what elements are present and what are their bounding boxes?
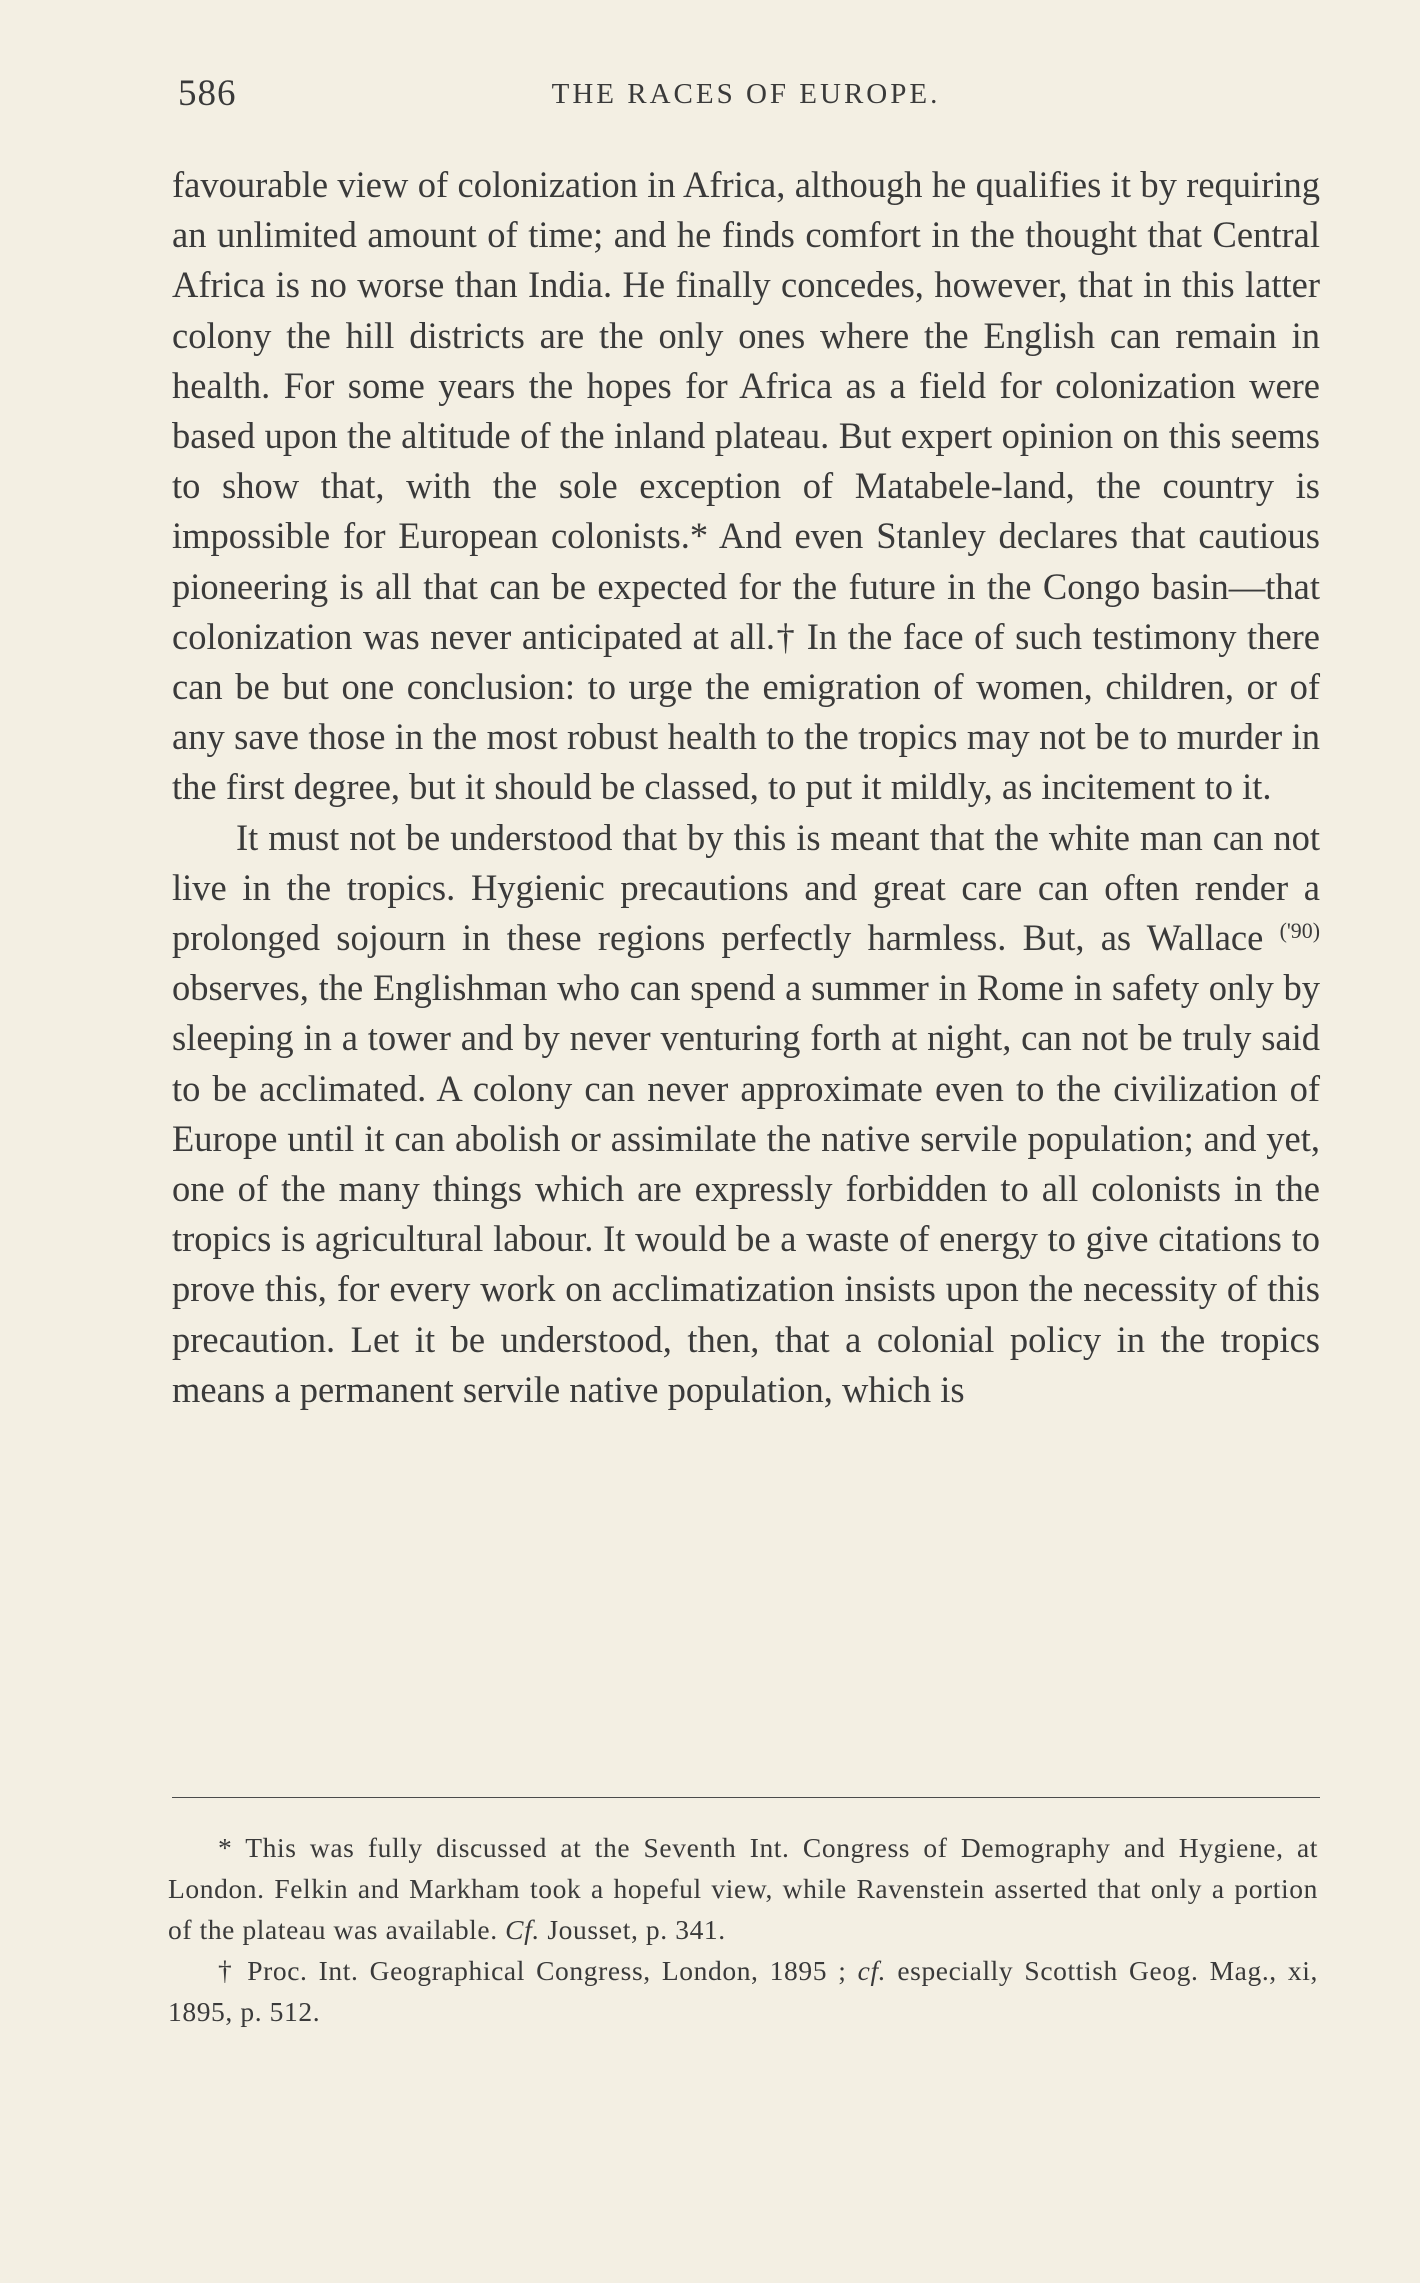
footnote-1-cf: Cf. (505, 1914, 540, 1945)
paragraph-2-ending: observes, the Englishman who can spend a summer in Rome in safety only by sleeping in a tower and by never venturing forth at night, can not be truly said to be acclimated. A colony can never approximate even to the civilization of Europe until it can abolish or assimilate the native servile population; and yet, one of the many things which are expressly forbidden to all colonists in the tropics is agricultural labour. It would be a waste of energy to give citations to prove this, for every work on acclimatization insists upon the necessity of this precaution. Let it be understood, then, that a colonial policy in the tropics means a permanent servile native population, which is (172, 967, 1320, 1410)
page-header (172, 72, 1320, 122)
footnote-1-text: This was fully discussed at the Seventh Int. Congress of Demography and Hygiene, at London. Felkin and Markham took a hopeful view, while Ravenstein asserted that only a portion of the plateau was available. (168, 1832, 1318, 1945)
footnote-marker-dagger: † (775, 615, 797, 657)
paragraph-1 (172, 160, 1320, 813)
footnote-1 (168, 1827, 1318, 1950)
paragraph-2 (172, 813, 1320, 1415)
footnote-2-text: Proc. Int. Geographical Congress, London, 1895 ; (236, 1955, 858, 1986)
footnote-2 (168, 1950, 1318, 2032)
paragraph-1-continuation: And even Stanley declares that cautious pioneering is all that can be expected for the future in the Congo basin—that colonization was never anticipated at all. (172, 515, 1320, 657)
footnote-divider (172, 1797, 1320, 1798)
paragraph-1-text: favourable view of colonization in Africa, although he qualifies it by requiring an unlimited amount of time; and he finds comfort in the thought that Central Africa is no worse than India. He finally concedes, however, that in this latter colony the hill districts are the only ones where the English can remain in health. For some years the hopes for Africa as a field for colonization were based upon the altitude of the inland plateau. But expert opinion on this seems to show that, with the sole exception of Matabele-land, the country is impossible for European colonists. (172, 164, 1320, 557)
footnote-2-ending: especially Scottish Geog. Mag., xi, 1895, p. 512. (168, 1955, 1318, 2027)
footnote-marker-asterisk: * (689, 515, 709, 557)
running-title: THE RACES OF EUROPE. (551, 78, 941, 110)
main-text (172, 160, 1320, 1415)
footnotes (168, 1827, 1318, 2032)
footnote-1-ending: Jousset, p. 341. (539, 1914, 726, 1945)
footnote-1-marker: * (218, 1832, 233, 1863)
page-number: 586 (178, 73, 237, 114)
footnote-2-marker: † (218, 1955, 237, 1986)
footnote-2-cf: cf. (857, 1955, 887, 1986)
paragraph-1-ending: In the face of such testimony there can be but one conclusion: to urge the emigration of women, children, or of any save those in the most robust health to the tropics may not be to murder in the first degree, but it should be classed, to put it mildly, as incitement to it. (172, 615, 1321, 808)
citation-reference: ('90) (1279, 918, 1320, 944)
paragraph-2-text: It must not be understood that by this is meant that the white man can not live in the tropics. Hygienic precautions and great care can often render a prolonged sojourn in these regions perfectly harmless. But, as Wallace (172, 816, 1320, 959)
